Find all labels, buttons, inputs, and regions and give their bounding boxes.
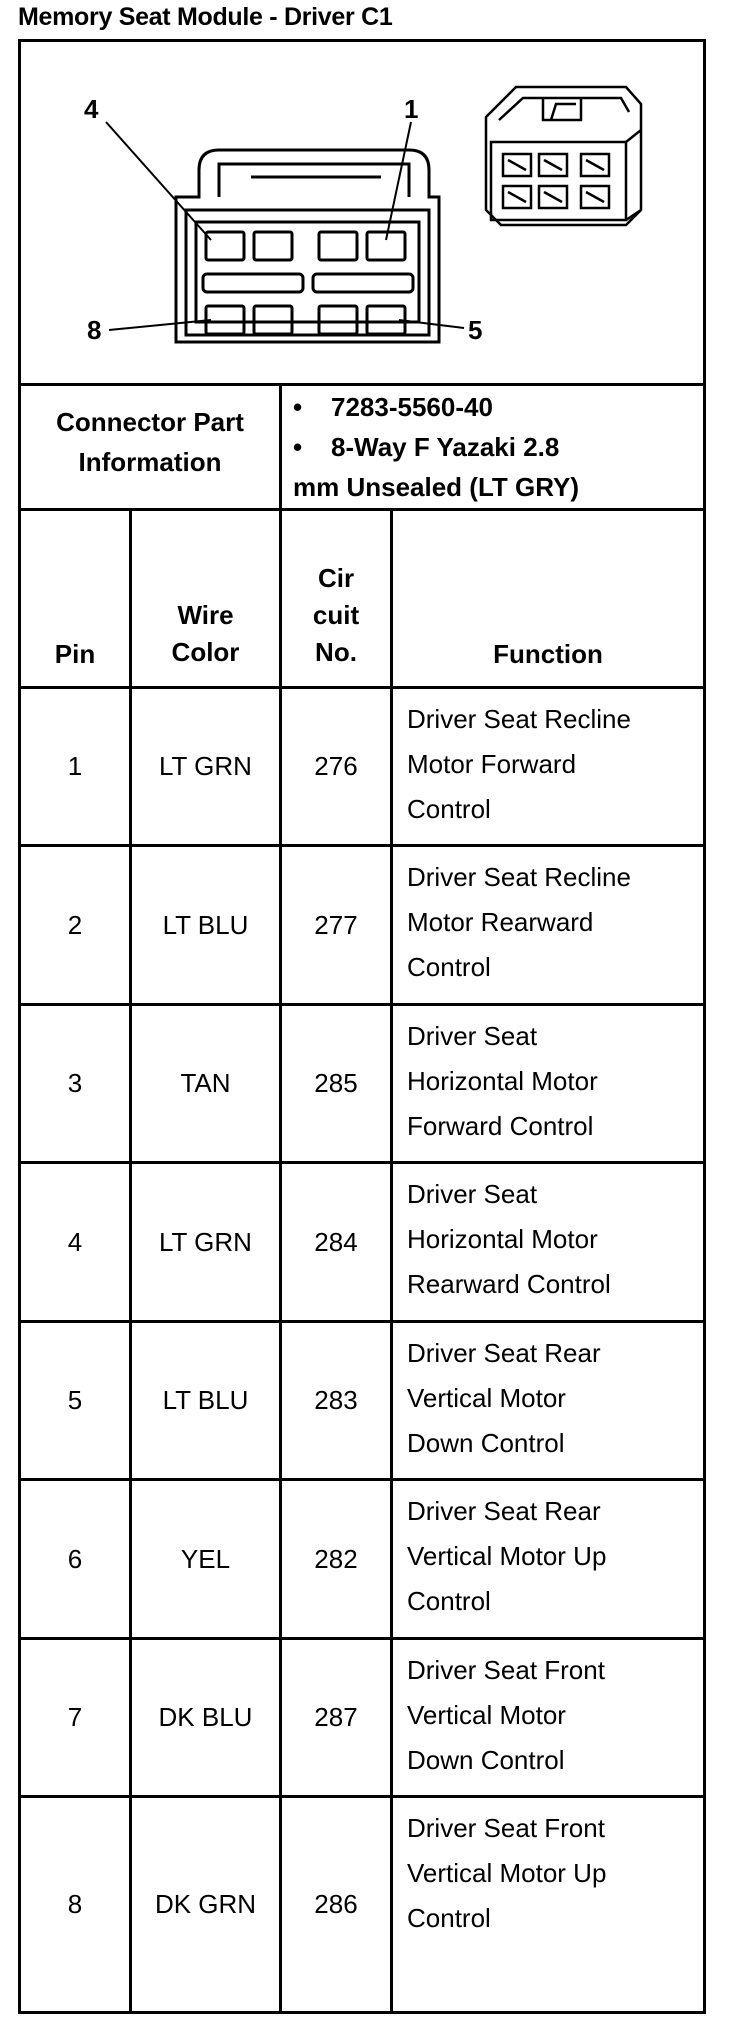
function-line: Horizontal Motor (407, 1224, 598, 1254)
function-description (407, 1648, 605, 1783)
circuit-number: 286 (314, 1889, 358, 1919)
function-line: Driver Seat (407, 1021, 538, 1051)
function-description (407, 1014, 598, 1149)
pin-number: 7 (67, 1702, 83, 1732)
part-number: 7283-5560-40 (331, 392, 493, 422)
function-line: Forward Control (407, 1111, 594, 1141)
wire-color: LT GRN (159, 1226, 252, 1257)
function-line: Down Control (407, 1745, 565, 1775)
wire-color: LT GRN (159, 751, 252, 781)
circuit-number: 282 (314, 1543, 358, 1574)
header-wire-color-line: Wire (177, 600, 234, 630)
function-line: Driver Seat Rear (407, 1338, 601, 1368)
page-title: Memory Seat Module - Driver C1 (18, 3, 393, 31)
wire-color: DK BLU (158, 1702, 253, 1732)
header-circuit-line: Cir (317, 563, 355, 593)
function-line: Driver Seat Recline (407, 862, 631, 892)
pin-number: 4 (67, 1226, 83, 1257)
bullet-part-number: • 7283-5560-40 (293, 392, 493, 422)
pin-label-5: 5 (468, 315, 483, 345)
function-line: Driver Seat Front (407, 1813, 605, 1843)
header-wire-color-line: Color (171, 637, 240, 667)
function-line: Driver Seat (407, 1179, 538, 1209)
function-description (407, 1489, 606, 1624)
connector-diagram (21, 42, 703, 382)
header-function: Function (493, 639, 603, 669)
header-wire-color (132, 597, 279, 671)
bullet-connector-type: • 8-Way F Yazaki 2.8 (293, 432, 560, 462)
function-description (407, 855, 631, 990)
pin-number: 5 (67, 1385, 83, 1415)
connector-part-label (21, 402, 279, 482)
function-line: Driver Seat Recline (407, 704, 631, 734)
function-line: Control (407, 1903, 491, 1933)
pin-number: 2 (67, 909, 83, 940)
circuit-number: 277 (314, 909, 358, 940)
circuit-number: 283 (314, 1385, 358, 1415)
function-line: Vertical Motor (407, 1383, 566, 1413)
circuit-number: 287 (314, 1702, 358, 1732)
function-line: Vertical Motor Up (407, 1541, 607, 1571)
header-pin: Pin (54, 639, 96, 669)
pin-number: 3 (67, 1068, 83, 1098)
function-line: Down Control (407, 1428, 565, 1458)
pin-number: 8 (67, 1889, 83, 1919)
pin-label-4: 4 (84, 94, 99, 124)
pin-number: 6 (67, 1543, 83, 1574)
function-line: Motor Rearward (407, 907, 594, 937)
pin-label-1: 1 (404, 94, 419, 124)
pin-number: 1 (67, 751, 83, 781)
function-line: Control (407, 952, 491, 982)
circuit-number: 276 (314, 751, 358, 781)
connector-type-continued: mm Unsealed (LT GRY) (293, 472, 580, 502)
wire-color: YEL (180, 1543, 231, 1574)
function-line: Motor Forward (407, 749, 577, 779)
connector-3d-view (486, 87, 641, 225)
function-line: Vertical Motor (407, 1700, 566, 1730)
function-line: Control (407, 794, 491, 824)
wire-color: TAN (180, 1068, 231, 1098)
function-line: Driver Seat Rear (407, 1496, 601, 1526)
pin-label-8: 8 (87, 315, 102, 345)
function-description (407, 1806, 606, 1941)
header-circuit-no (282, 560, 390, 671)
wire-color: DK GRN (154, 1889, 257, 1919)
connector-table (18, 39, 706, 2014)
header-circuit-line: No. (315, 637, 357, 667)
function-line: Control (407, 1586, 491, 1616)
function-line: Rearward Control (407, 1269, 611, 1299)
connector-part-details (293, 387, 579, 507)
circuit-number: 285 (314, 1068, 358, 1098)
connector-type: 8-Way F Yazaki 2.8 (331, 432, 560, 462)
wire-color: LT BLU (162, 1385, 249, 1415)
connector-part-label-line: Information (78, 447, 222, 477)
circuit-number: 284 (314, 1226, 358, 1257)
function-description (407, 697, 631, 832)
function-line: Driver Seat Front (407, 1655, 605, 1685)
connector-part-label-line: Connector Part (56, 407, 244, 437)
function-line: Horizontal Motor (407, 1066, 598, 1096)
header-circuit-line: cuit (312, 600, 360, 630)
wire-color: LT BLU (162, 909, 249, 940)
function-line: Vertical Motor Up (407, 1858, 607, 1888)
function-description (407, 1331, 601, 1466)
function-description (407, 1172, 611, 1307)
